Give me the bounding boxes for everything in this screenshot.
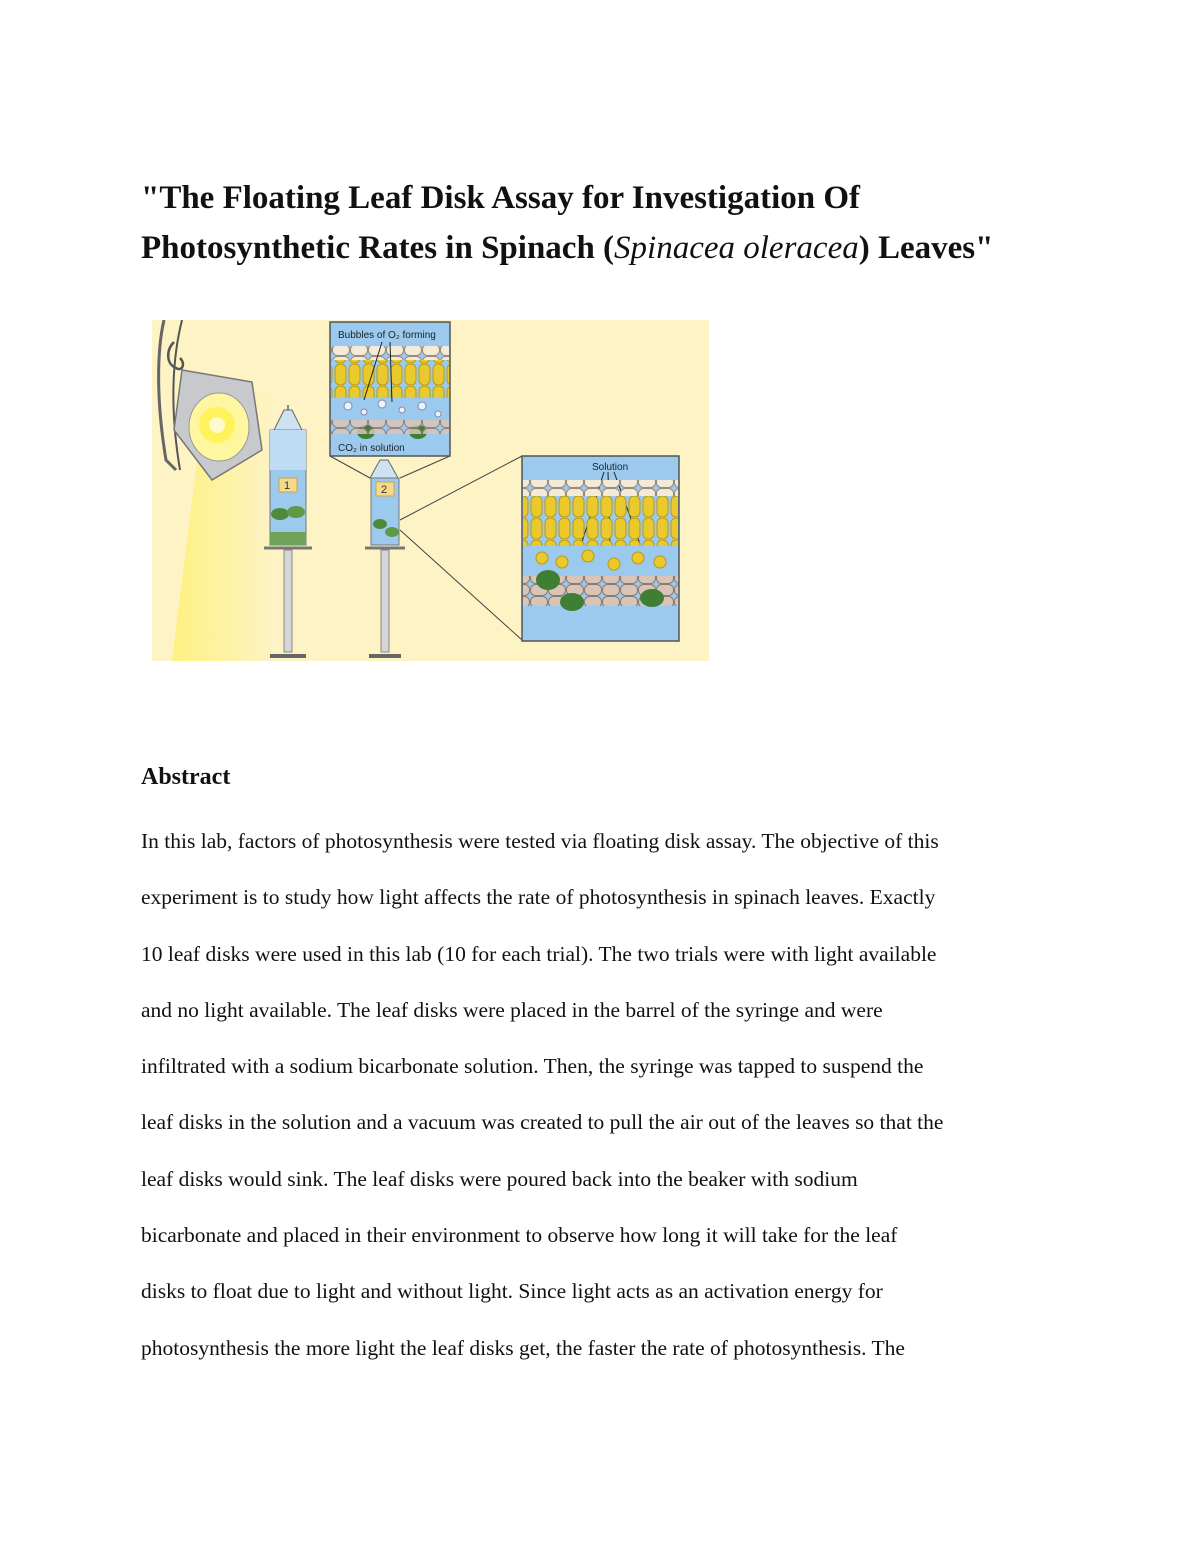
title-line-2-end: ) Leaves" — [858, 230, 994, 266]
abstract-line: bicarbonate and placed in their environment to observe how long it will take for the leaf — [141, 1223, 898, 1248]
abstract-line: In this lab, factors of photosynthesis were tested via floating disk assay. The objective of this — [141, 829, 939, 853]
species-name: Spinacea oleracea — [614, 230, 859, 266]
leaf-disk-assay-illustration — [152, 320, 709, 661]
solution-label: Solution — [592, 462, 629, 473]
abstract-line: leaf disks would sink. The leaf disks were poured back into the beaker with sodium — [141, 1166, 858, 1191]
syringe-1-number: 1 — [284, 480, 291, 492]
abstract-line: disks to float due to light and without light. Since light acts as an activation energy for — [141, 1279, 883, 1304]
leaf-cross-section-bubbles — [330, 322, 450, 456]
abstract-line: photosynthesis the more light the leaf disks get, the faster the rate of photosynthesis. The — [141, 1335, 905, 1360]
bubbles-label: Bubbles of O₂ forming — [338, 330, 436, 341]
title-line-2-start: Photosynthetic Rates in Spinach ( — [141, 230, 615, 266]
abstract-line: and no light available. The leaf disks were placed in the barrel of the syringe and were — [141, 997, 883, 1022]
abstract-line: leaf disks in the solution and a vacuum was created to pull the air out of the leaves so that the — [141, 1110, 944, 1135]
abstract-line: experiment is to study how light affects the rate of photosynthesis in spinach leaves. Exactly — [141, 885, 936, 910]
syringe-2-number: 2 — [381, 484, 388, 496]
co2-label: CO₂ in solution — [338, 443, 405, 454]
abstract-line: 10 leaf disks were used in this lab (10 for each trial). The two trials were with light available — [141, 941, 937, 966]
abstract-line: infiltrated with a sodium bicarbonate solution. Then, the syringe was tapped to suspend the — [141, 1054, 924, 1079]
title-line-1: "The Floating Leaf Disk Assay for Investigation Of — [141, 180, 861, 216]
abstract-heading: Abstract — [141, 764, 231, 790]
abstract-body — [141, 826, 1071, 1389]
leaf-cross-section-solution — [522, 456, 679, 641]
document-title — [141, 173, 1101, 273]
